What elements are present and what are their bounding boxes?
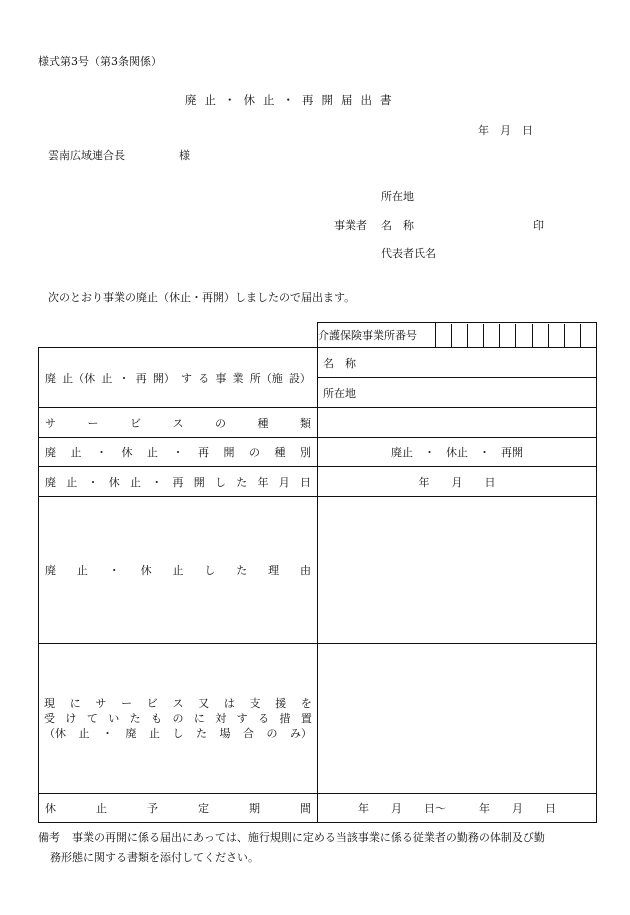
label-char: る xyxy=(198,371,210,385)
label-char: を xyxy=(300,697,312,710)
label-char: 開 xyxy=(223,446,235,459)
label-char: の xyxy=(249,446,260,459)
label-char: 現 xyxy=(44,697,55,710)
label-char: 廃 xyxy=(45,371,56,385)
facility-location-label: 所在地 xyxy=(323,386,356,400)
category-label-cell xyxy=(39,438,318,467)
measures-field[interactable] xyxy=(318,644,597,794)
label-char: 廃 xyxy=(45,475,56,489)
label-char: の xyxy=(215,416,226,430)
facility-location-row[interactable] xyxy=(318,377,596,407)
facility-label-cell xyxy=(39,348,318,408)
page-title: 廃止・休止・再開届出書 xyxy=(185,93,400,107)
label-char: 措 xyxy=(279,712,291,725)
care-number-digit-box[interactable] xyxy=(515,324,531,347)
care-number-digit-box[interactable] xyxy=(548,324,564,347)
notes-line-1: 事業の再開に係る届出にあっては、施行規則に定める当該事業に係る従業者の勤務の体制及び勤 xyxy=(72,831,545,844)
label-char: 年 xyxy=(257,475,269,489)
label-char: し xyxy=(204,564,216,577)
addressee: 雲南広域連合長 xyxy=(48,149,125,162)
label-char: み） xyxy=(290,727,312,740)
care-number-field[interactable] xyxy=(436,323,597,348)
notes-line-2: 務形態に関する書類を添付してください。 xyxy=(50,851,259,864)
label-char: ・ xyxy=(96,446,107,459)
representative-label: 代表者氏名 xyxy=(381,247,436,260)
care-number-digit-box[interactable] xyxy=(483,324,499,347)
label-char: し xyxy=(172,727,184,740)
care-number-digit-box[interactable] xyxy=(564,324,580,347)
label-char: 種 xyxy=(274,446,286,459)
label-char: 予 xyxy=(147,802,158,815)
label-char: 設） xyxy=(288,371,311,385)
label-char: ー xyxy=(87,416,99,430)
label-char: た xyxy=(129,712,141,725)
label-char: ス xyxy=(172,416,184,430)
label-char: も xyxy=(151,712,163,725)
service-type-field[interactable] xyxy=(318,408,597,438)
label-char: 止 xyxy=(78,727,90,740)
reason-label-cell xyxy=(39,497,318,644)
label-char: サ xyxy=(45,416,56,430)
label-char: 止 xyxy=(130,475,141,489)
label-char: に xyxy=(69,697,81,710)
date-value[interactable]: 年 月 日 xyxy=(318,467,597,497)
label-char: 廃 xyxy=(125,727,137,740)
category-options[interactable]: 廃止 ・ 休止 ・ 再開 xyxy=(318,438,597,467)
label-char: 止 xyxy=(76,564,88,577)
label-char: 所（施 xyxy=(249,371,283,385)
label-char: 間 xyxy=(300,802,311,815)
facility-name-label: 名 称 xyxy=(323,356,356,370)
submission-date: 年 月 日 xyxy=(478,124,533,137)
care-number-digit-box[interactable] xyxy=(499,324,515,347)
care-number-digit-box[interactable] xyxy=(532,324,548,347)
label-char: 再 xyxy=(198,446,209,459)
label-char: 場 xyxy=(219,727,231,740)
label-char: 受 xyxy=(44,712,55,725)
label-char: は xyxy=(223,697,235,710)
label-char: ・ xyxy=(118,371,130,385)
label-char: 類 xyxy=(300,416,311,430)
facility-fields[interactable] xyxy=(318,348,597,408)
label-char: 止 xyxy=(149,727,160,740)
label-char: ・ xyxy=(87,475,99,489)
label-char: ・ xyxy=(172,446,184,459)
reason-field[interactable] xyxy=(318,497,597,644)
notes-label: 備考 xyxy=(38,831,60,844)
label-char: 期 xyxy=(249,802,260,815)
label-char: 由 xyxy=(300,564,311,577)
label-char: 止 xyxy=(172,564,184,577)
label-char: 止 xyxy=(147,446,158,459)
label-char: し xyxy=(215,475,226,489)
care-number-digit-box[interactable] xyxy=(451,324,467,347)
reason-label xyxy=(39,562,317,578)
notification-form-table xyxy=(38,322,597,823)
date-label xyxy=(39,474,317,490)
measures-label-cell xyxy=(39,644,318,794)
label-char: 日 xyxy=(300,475,311,489)
label-char: い xyxy=(108,712,120,725)
label-char: ビ xyxy=(130,416,141,430)
label-char: 置 xyxy=(300,712,312,725)
label-char: ス xyxy=(172,697,184,710)
care-number-digit-box[interactable] xyxy=(580,324,596,347)
label-char: 再 xyxy=(135,371,147,385)
business-location-label: 所在地 xyxy=(381,190,414,203)
label-char: 休 xyxy=(140,564,152,577)
label-char: ・ xyxy=(108,564,120,577)
label-char: の xyxy=(266,727,278,740)
care-number-digit-box[interactable] xyxy=(467,324,483,347)
suspension-value[interactable]: 年 月 日〜 年 月 日 xyxy=(318,794,597,823)
label-char: 止 xyxy=(70,446,82,459)
label-char: の xyxy=(172,712,184,725)
date-label-cell xyxy=(39,467,318,497)
label-char: た xyxy=(236,475,248,489)
addressee-suffix: 様 xyxy=(179,149,190,162)
label-char: （休 xyxy=(44,727,66,740)
suspension-label xyxy=(39,800,317,816)
label-char: る xyxy=(258,712,270,725)
label-char: 援 xyxy=(275,697,287,710)
label-char: 開 xyxy=(193,475,205,489)
label-char: 合 xyxy=(243,727,254,740)
label-char: 支 xyxy=(249,697,261,710)
label-char: た xyxy=(236,564,248,577)
care-number-label: 介護保険事業所番号 xyxy=(318,323,436,348)
category-label xyxy=(39,444,317,460)
suspension-label-cell xyxy=(39,794,318,823)
form-id: 様式第3号（第3条関係） xyxy=(38,55,162,68)
facility-name-row[interactable] xyxy=(318,348,596,377)
label-char: 理 xyxy=(268,564,280,577)
label-char: 止 xyxy=(96,802,107,815)
label-char: た xyxy=(196,727,207,740)
service-type-label-cell xyxy=(39,408,318,438)
blank-corner xyxy=(39,323,318,348)
label-char: ー xyxy=(121,697,133,710)
label-char: 月 xyxy=(278,475,290,489)
label-char: て xyxy=(86,712,98,725)
measures-label xyxy=(39,696,317,741)
label-char: 休 xyxy=(108,475,120,489)
label-char: 定 xyxy=(198,802,209,815)
label-char: 又 xyxy=(198,697,210,710)
label-char: ・ xyxy=(151,475,163,489)
intro-text: 次のとおり事業の廃止（休止・再開）しましたので届出ます。 xyxy=(48,291,356,304)
label-char: 業 xyxy=(232,371,244,385)
label-char: 種 xyxy=(257,416,269,430)
seal-mark: 印 xyxy=(533,219,544,232)
label-char: 止（休 xyxy=(62,371,96,385)
service-type-label xyxy=(39,415,317,431)
label-char: 止 xyxy=(66,475,78,489)
label-char: 再 xyxy=(172,475,184,489)
label-char: サ xyxy=(95,697,107,710)
label-char: 止 xyxy=(101,371,113,385)
label-char: け xyxy=(65,712,77,725)
care-number-digit-box[interactable] xyxy=(436,324,451,347)
label-char: 廃 xyxy=(45,446,56,459)
label-char: 休 xyxy=(45,802,56,815)
label-char: に xyxy=(193,712,205,725)
label-char: ・ xyxy=(102,727,113,740)
label-char: 休 xyxy=(121,446,133,459)
label-char: 別 xyxy=(300,446,311,459)
business-name-label: 名 称 xyxy=(381,219,414,232)
label-char: 廃 xyxy=(45,564,56,577)
applicant-label: 事業者 xyxy=(334,219,367,232)
label-char: す xyxy=(181,371,193,385)
label-char: す xyxy=(236,712,248,725)
label-char: 事 xyxy=(215,371,227,385)
label-char: 開） xyxy=(152,371,175,385)
label-char: ビ xyxy=(146,697,158,710)
label-char: 対 xyxy=(215,712,227,725)
facility-label xyxy=(39,370,317,386)
